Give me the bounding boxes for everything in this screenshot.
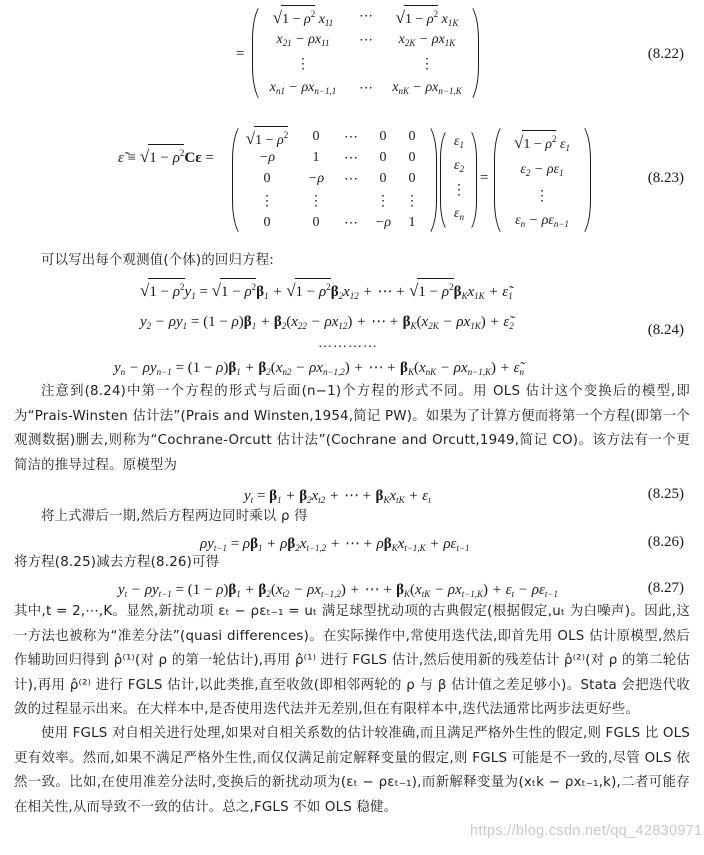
equation-number: (8.22): [647, 46, 684, 62]
paragraph-regression-intro: 可以写出每个观测值(个体)的回归方程:: [41, 253, 275, 268]
paragraph-lag: 将上式滞后一期,然后方程两边同时乘以 ρ 得: [41, 509, 308, 524]
paragraph-subtract: 将方程(8.25)减去方程(8.26)可得: [14, 555, 220, 570]
equation-line-1: $√1 - \rho^2y_1 = √1 - \rho^2\beta_1 + √1 - \rho^2\beta_2x_{12}$ + ⋯ + $√1 - \rho^2\beta_Kx_{1K}$ + $\varepsiloñ_1$: [140, 278, 513, 301]
matrix-c: $√1 - \rho^2$ 0 ⋯ 0 0 −ρ 1 ⋯ 0 0 0 −ρ ⋯ 0 0 ⋮ ⋮ ⋮ ⋮ 0 0 ⋯ −ρ 1: [238, 126, 428, 234]
transformed-x-matrix: $√1 - \rho^2$ $x_{11}$ ⋯ $√1 - \rho^2$ $x_{1K}$ $x_{21} - \rho x_{11}$ ⋯ $x_{2K} - \rho x_{1K}$ ⋮ ⋮ $x_{n1} - \rho x_{n-1,1}$ ⋯ $x_{nK} - \rho x_{n-1,K}$: [258, 4, 470, 100]
textbook-page: = $√1 - \rho^2$ $x_{11}$ ⋯ $√1 - \rho^2$ $x_{1K}$ $x_{21} - \rho x_{11}$ ⋯ $x_{2K} - \rho x_{1K}$ ⋮ ⋮ $x_{n1} - \rho x_{n-1,1}$ ⋯ $x_{nK} - \rho x_{n-1,K}$ (8.22) ε̃ ≡ $√1 - \rho^2C\varepsilon$ = $√1 - \rho^2$ 0 ⋯ 0 0 −ρ 1 ⋯ 0 0 0 −ρ ⋯ 0 0 ⋮ ⋮ ⋮ ⋮ 0 0 ⋯ −ρ 1 $\varepsilon_1$ $\varepsilon_2$ ⋮ $\varepsilon_n$ = $√1 - \rho^2$ $\varepsilon_1$ $\varepsilon_2 - \rho\varepsilon_1$ ⋮ $\varepsilon_n - \rho\varepsilon_{n-1}$ (8.23) 可以写出每个观测值(个体)的回归方程: $√1 - \rho^2y_1 = √1 - \rho^2\beta_1 + √1 - \rho^2\beta_2x_{12}$ + ⋯ + $√1 - \rho^2\beta_Kx_{1K}$ + $\varepsiloñ_1$ $y_2 - \rho y_1 = (1 - \rho)\beta_1 + \beta_2(x_{22} - \rho x_{12})$ + ⋯ + $\beta_K(x_{2K} - \rho x_{1K})$ + $\varepsiloñ_2$ ………… $y_n - \rho y_{n-1} = (1 - \rho)\beta_1 + \beta_2(x_{n2} - \rho x_{n-1,2})$ + ⋯ + $\beta_K(x_{nK} - \rho x_{n-1,K})$ + $\varepsiloñ_n$ (8.24) 注意到(8.24)中第一个方程的形式与后面(n−1)个方程的形式不同。用 OLS 估计这个变换后的模型,即为“Prais-Winsten 估计法”(Prais and Winsten,1954,简记 PW)。如果为了计算方便而将第一个方程(即第一个观测数据)删去,则称为“Cochrane-Orcutt 估计法”(Cochrane and Orcutt,1949,简记 CO)。该方法有一个更简洁的推导过程。原模型为 $y_t = \beta_1 + \beta_2x_{t2}$ + ⋯ + $\beta_Kx_{tK} + \varepsilon_t$ (8.25) 将上式滞后一期,然后方程两边同时乘以 ρ 得 $\rho y_{t-1} = \rho\beta_1 + \rho\beta_2x_{t-1,2}$ + ⋯ + $\rho\beta_Kx_{t-1,K} + \rho\varepsilon_{t-1}$ (8.26) 将方程(8.25)减去方程(8.26)可得 $y_t - \rho y_{t-1} = (1 - \rho)\beta_1 + \beta_2(x_{t2} - \rho x_{t-1,2})$ + ⋯ + $\beta_K(x_{tK} - \rho x_{t-1,K}) + \varepsilon_t - \rho\varepsilon_{t-1}$ (8.27) 其中,t = 2,⋯,K。显然,新扰动项 εₜ − ρεₜ₋₁ = uₜ 满足球型扰动项的古典假定(根据假定,uₜ 为白噪声)。因此,这一方法也被称为“准差分法”(quasi differences)。在实际操作中,常使用迭代法,即首先用 OLS 估计原模型,然后作辅助回归得到 ρ̂⁽¹⁾(对 ρ 的第一轮估计),再用 ρ̂⁽¹⁾ 进行 FGLS 估计,然后使用新的残差估计 ρ̂⁽²⁾(对 ρ 的第二轮估计),再用 ρ̂⁽²⁾ 进行 FGLS 估计,以此类推,直至收敛(即相邻两轮的 ρ 与 β 估计值之差足够小)。Stata 会把迭代收敛的过程显示出来。在大样本中,是否使用迭代法并无差别,但在有限样本中,迭代法通常比两步法更好些。 使用 FGLS 对自相关进行处理,如果对自相关系数的估计较准确,而且满足严格外生性的假定,则 FGLS 比 OLS 更有效率。然而,如果不满足严格外生性,而仅仅满足前定解释变量的假定,则 FGLS 可能是不一致的,尽管 OLS 依然一致。比如,在使用准差分法时,变换后的新扰动项为(εₜ − ρεₜ₋₁),而新解释变量为(xₜk − ρxₜ₋₁,k),二者可能存在相关性,从而导致不一致的估计。总之,FGLS 不如 OLS 稳健。 https://blog.csdn.net/qq_42830971: [0, 0, 704, 855]
equation-line-n: $y_n - \rho y_{n-1} = (1 - \rho)\beta_1 + \beta_2(x_{n2} - \rho x_{n-1,2})$ + ⋯ + $\beta_K(x_{nK} - \rho x_{n-1,K})$ + $\varepsiloñ_n$: [114, 360, 525, 377]
equation-number: (8.24): [647, 322, 684, 338]
paragraph-quasi-differences: 其中,t = 2,⋯,K。显然,新扰动项 εₜ − ρεₜ₋₁ = uₜ 满足球型扰动项的古典假定(根据假定,uₜ 为白噪声)。因此,这一方法也被称为“准差分法”(quasi differences)。在实际操作中,常使用迭代法,即首先用 OLS 估计原模型,然后作辅助回归得到 ρ̂⁽¹⁾(对 ρ 的第一轮估计),再用 ρ̂⁽¹⁾ 进行 FGLS 估计,然后使用新的残差估计 ρ̂⁽²⁾(对 ρ 的第二轮估计),再用 ρ̂⁽²⁾ 进行 FGLS 估计,以此类推,直至收敛(即相邻两轮的 ρ 与 β 估计值之差足够小)。Stata 会把迭代收敛的过程显示出来。在大样本中,是否使用迭代法并无差别,但在有限样本中,迭代法通常比两步法更好些。: [14, 604, 690, 717]
equation-number: (8.23): [647, 170, 684, 186]
equation-text: $y_t = \beta_1 + \beta_2x_{t2}$ + ⋯ + $\beta_Kx_{tK} + \varepsilon_t$: [244, 488, 431, 505]
equation-text: $y_t - \rho y_{t-1} = (1 - \rho)\beta_1 + \beta_2(x_{t2} - \rho x_{t-1,2})$ + ⋯ + $\beta_K(x_{tK} - \rho x_{t-1,K}) + \varepsilon_t - \rho\varepsilon_{t-1}$: [118, 582, 558, 599]
watermark-url: https://blog.csdn.net/qq_42830971: [470, 823, 703, 839]
ellipsis-line: …………: [318, 336, 378, 351]
equation-text: $\rho y_{t-1} = \rho\beta_1 + \rho\beta_2x_{t-1,2}$ + ⋯ + $\rho\beta_Kx_{t-1,K} + \rho\varepsilon_{t-1}$: [200, 536, 470, 553]
equation-number: (8.25): [647, 486, 684, 502]
paragraph-prais-winsten: 注意到(8.24)中第一个方程的形式与后面(n−1)个方程的形式不同。用 OLS 估计这个变换后的模型,即为“Prais-Winsten 估计法”(Prais and Winsten,1954,简记 PW)。如果为了计算方便而将第一个方程(即第一个观测数据)删去,则称为“Cochrane-Orcutt 估计法”(Cochrane and Orcutt,1949,简记 CO)。该方法有一个更简洁的推导过程。原模型为: [14, 384, 690, 473]
equation-number: (8.27): [647, 580, 684, 596]
equals-sign: =: [236, 46, 245, 62]
epsilon-vector: $\varepsilon_1$ $\varepsilon_2$ ⋮ $\varepsilon_n$: [452, 134, 466, 222]
paragraph-fgls-robustness: 使用 FGLS 对自相关进行处理,如果对自相关系数的估计较准确,而且满足严格外生性的假定,则 FGLS 比 OLS 更有效率。然而,如果不满足严格外生性,而仅仅满足前定解释变量的假定,则 FGLS 可能是不一致的,尽管 OLS 依然一致。比如,在使用准差分法时,变换后的新扰动项为(εₜ − ρεₜ₋₁),而新解释变量为(xₜk − ρxₜ₋₁,k),二者可能存在相关性,从而导致不一致的估计。总之,FGLS 不如 OLS 稳健。: [14, 726, 690, 815]
epsilon-tilde-definition: ε̃ ≡ $√1 - \rho^2C\varepsilon$ =: [118, 144, 214, 167]
equation-line-2: $y_2 - \rho y_1 = (1 - \rho)\beta_1 + \beta_2(x_{22} - \rho x_{12})$ + ⋯ + $\beta_K(x_{2K} - \rho x_{1K})$ + $\varepsiloñ_2$: [140, 314, 514, 331]
equation-number: (8.26): [647, 534, 684, 550]
result-vector: $√1 - \rho^2$ $\varepsilon_1$ $\varepsilon_2 - \rho\varepsilon_1$ ⋮ $\varepsilon_n - \rho\varepsilon_{n-1}$: [498, 126, 586, 234]
